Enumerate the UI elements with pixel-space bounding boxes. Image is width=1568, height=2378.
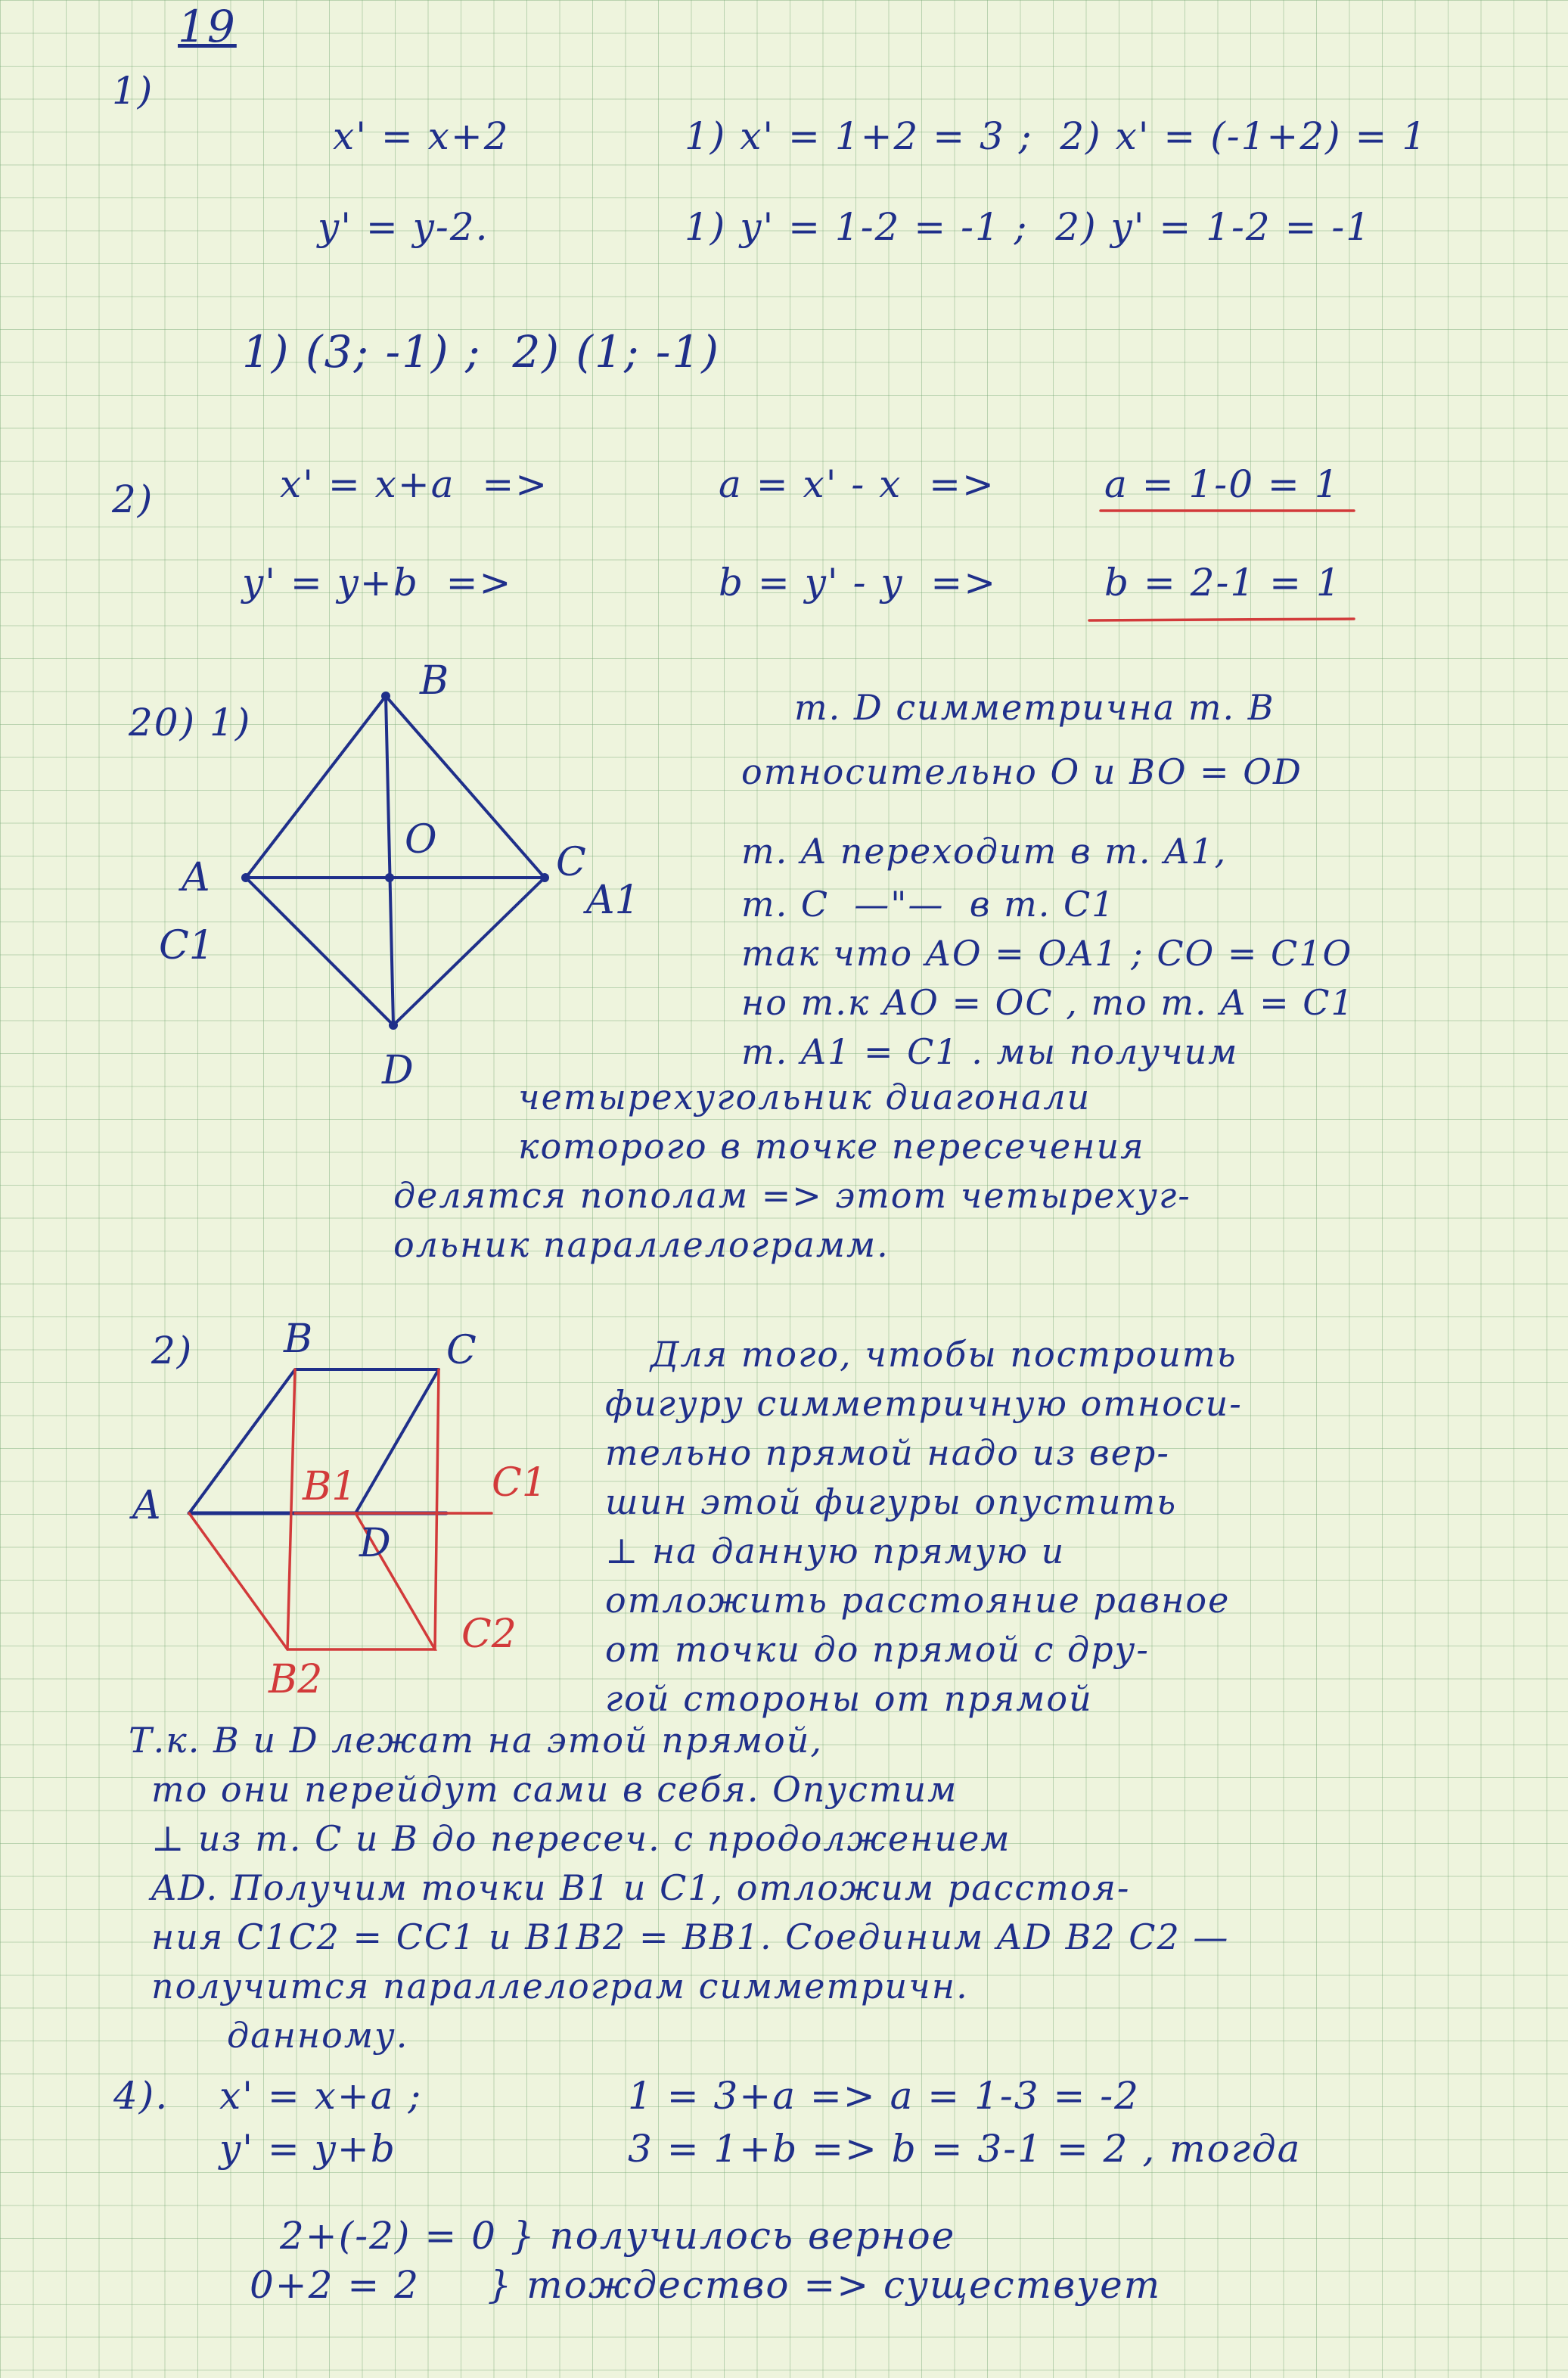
p2-y-rule: y' = y+b => bbox=[242, 561, 513, 605]
p20-text-full-1: которого в точке пересечения bbox=[518, 1126, 1145, 1167]
fig1-label-B: B bbox=[420, 658, 449, 704]
p19-x-rule: x' = x+2 bbox=[333, 114, 510, 158]
p2-x-rule: x' = x+a => bbox=[280, 462, 549, 506]
p4-line-1: 1 = 3+a => a = 1-3 = -2 bbox=[628, 2074, 1140, 2118]
fig2-label-C2: C2 bbox=[461, 1612, 517, 1657]
fig1-label-O: O bbox=[405, 817, 437, 863]
p4-y-rule: y' = y+b bbox=[219, 2127, 396, 2171]
fig2-label-C: C bbox=[446, 1328, 477, 1373]
p20-2-text-right-2: тельно прямой надо из вер- bbox=[605, 1432, 1170, 1473]
fig1-label-A1: A1 bbox=[586, 878, 640, 923]
p20-2-text-full-4: ния C1C2 = CC1 и B1B2 = BB1. Соединим AD B2 C2 — bbox=[151, 1916, 1230, 1957]
fig2-label-D: D bbox=[359, 1521, 391, 1566]
p4-line-4: 0+2 = 2 } тождество => существует bbox=[250, 2263, 1162, 2307]
p19-y-calc: 1) y' = 1-2 = -1 ; 2) y' = 1-2 = -1 bbox=[685, 205, 1372, 249]
p20-2-text-right-5: отложить расстояние равное bbox=[605, 1580, 1231, 1621]
p20-text-right-0: т. D симметрична т. B bbox=[794, 687, 1275, 728]
p20-2-text-full-0: Т.к. B и D лежат на этой прямой, bbox=[129, 1720, 823, 1761]
p20-2-text-full-6: данному. bbox=[227, 2015, 409, 2056]
p19-y-rule: y' = y-2. bbox=[318, 205, 489, 249]
p20-label: 20) 1) bbox=[129, 701, 252, 744]
p19-x-calc: 1) x' = 1+2 = 3 ; 2) x' = (-1+2) = 1 bbox=[685, 114, 1428, 158]
p2-label: 2) bbox=[112, 477, 154, 521]
p19-answer: 1) (3; -1) ; 2) (1; -1) bbox=[242, 326, 721, 378]
p20-2-text-right-3: шин этой фигуры опустить bbox=[605, 1481, 1178, 1522]
p20-text-full-2: делятся пополам => этот четырехуг- bbox=[393, 1175, 1191, 1216]
p20-text-right-1: относительно O и BO = OD bbox=[741, 751, 1303, 792]
fig1-label-C: C bbox=[556, 840, 586, 885]
fig1-label-C1: C1 bbox=[159, 923, 214, 968]
fig2-label-B1: B1 bbox=[303, 1464, 357, 1509]
p20-2-label: 2) bbox=[151, 1329, 194, 1372]
fig2-label-B2: B2 bbox=[269, 1657, 323, 1702]
p2-b-value: b = 2-1 = 1 bbox=[1104, 561, 1342, 605]
p20-2-text-right-1: фигуру симметричную относи- bbox=[605, 1383, 1243, 1424]
fig2-label-B: B bbox=[284, 1316, 313, 1362]
p20-text-right-3: т. C —"— в т. C1 bbox=[741, 884, 1116, 925]
fig2-label-A: A bbox=[132, 1483, 161, 1528]
reflected-parallelogram bbox=[189, 1513, 435, 1649]
fig1-label-D: D bbox=[382, 1048, 414, 1093]
p20-2-text-full-3: AD. Получим точки B1 и C1, отложим расстоя- bbox=[151, 1867, 1131, 1908]
p20-text-full-0: четырехугольник диагонали bbox=[518, 1077, 1091, 1118]
p20-text-right-4: так что AO = OA1 ; CO = C1O bbox=[741, 933, 1353, 974]
p19-label: 1) bbox=[112, 69, 154, 113]
p20-text-right-2: т. A переходит в т. A1, bbox=[741, 831, 1228, 872]
p20-2-text-full-2: ⊥ из т. C и B до пересеч. с продолжением bbox=[151, 1818, 1011, 1859]
perp-C bbox=[435, 1369, 439, 1649]
p4-line-2: 3 = 1+b => b = 3-1 = 2 , тогда bbox=[628, 2127, 1302, 2171]
p20-text-full-3: ольник параллелограмм. bbox=[393, 1224, 890, 1265]
p20-2-text-full-5: получится параллелограм симметричн. bbox=[151, 1966, 969, 2007]
p20-2-text-right-4: ⊥ на данную прямую и bbox=[605, 1531, 1066, 1571]
fig2-label-C1: C1 bbox=[492, 1460, 547, 1506]
p4-line-3: 2+(-2) = 0 } получилось верное bbox=[280, 2214, 956, 2258]
p20-2-text-full-1: то они перейдут сами в себя. Опустим bbox=[151, 1769, 958, 1810]
p20-text-right-6: т. A1 = C1 . мы получим bbox=[741, 1031, 1239, 1072]
p2-a-value: a = 1-0 = 1 bbox=[1104, 462, 1340, 506]
p2-b-line: b = y' - y => bbox=[719, 561, 998, 605]
p2-a-line: a = x' - x => bbox=[719, 462, 995, 506]
problem-number-heading: 19 bbox=[178, 1, 237, 52]
fig1-label-A: A bbox=[182, 855, 210, 900]
p20-text-right-5: но т.к AO = OC , то т. A = C1 bbox=[741, 982, 1355, 1023]
p4-label: 4). bbox=[113, 2074, 169, 2118]
p20-2-text-right-0: Для того, чтобы построить bbox=[650, 1334, 1237, 1375]
perp-B bbox=[287, 1369, 295, 1649]
p4-x-rule: x' = x+a ; bbox=[219, 2074, 423, 2118]
p20-2-text-right-6: от точки до прямой с дру- bbox=[605, 1629, 1150, 1670]
p20-2-text-right-7: гой стороны от прямой bbox=[605, 1678, 1093, 1719]
